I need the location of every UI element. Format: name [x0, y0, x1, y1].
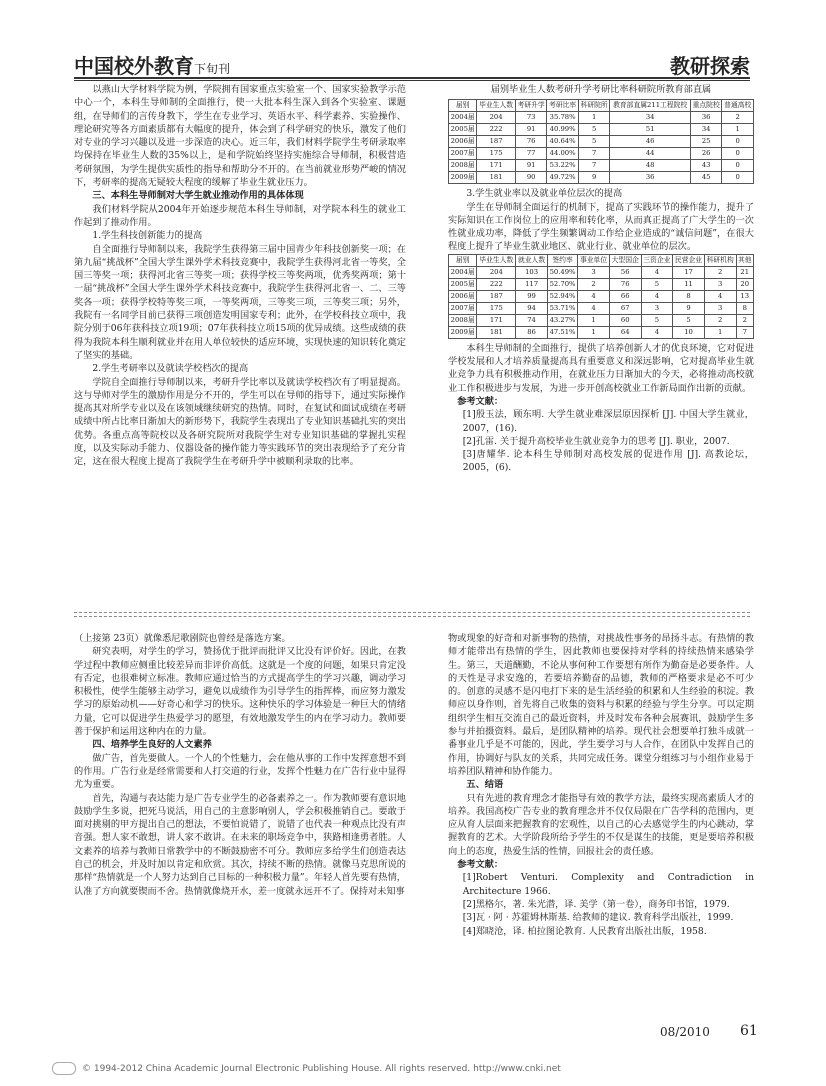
table-row	[449, 290, 754, 302]
table-header-cell: 就业人数	[516, 254, 548, 266]
table-cell: 17	[673, 266, 705, 278]
journal-name: 中国校外教育	[74, 54, 194, 78]
table-cell: 4	[704, 290, 736, 302]
table-cell: 222	[477, 278, 516, 290]
paragraph: 学院自全面推行导师制以来，考研升学比率以及就读学校档次有了明显提高。这与导师对学生的激励作用是分不开的，学生可以在导师的指导下，通过实际操作提高其对所学专业以及在该领域继续研究的热情。同时，在复试和面试成绩在考研成绩中所占比率日渐加大的新形势下，我院学生表现出了专业知识基础扎实的突出优势。各重点高等院校以及各研究院所对我院学生对专业知识基础的掌握扎实程度，以及实际动手能力、仪器设备的操作能力等实践环节的突出表现给予了充分肯定，这在很大程度上提高了我院学生在考研升学中被顺利录取的比率。	[74, 376, 406, 468]
table-header-cell: 民营企业	[673, 254, 705, 266]
column-2	[448, 83, 754, 475]
table-cell: 2	[704, 266, 736, 278]
table-1-caption: 届别毕业生人数考研升学考研比率科研院所教育部直属	[490, 84, 712, 95]
table-header-cell: 毕业生人数	[477, 100, 516, 112]
table-cell: 47.51%	[547, 326, 577, 338]
table-row	[449, 172, 754, 184]
table-row	[449, 278, 754, 290]
table-row	[449, 314, 754, 326]
table-cell: 67	[609, 302, 641, 314]
table-cell: 2007届	[449, 302, 477, 314]
table-cell: 53.22%	[547, 160, 579, 172]
table-row	[449, 266, 754, 278]
table-row	[449, 326, 754, 338]
table-cell: 2	[722, 112, 754, 124]
references-heading: 参考文献：	[457, 859, 504, 871]
paragraph: 物或现象的好奇和对新事物的热情，对挑战性事务的昂扬斗志。有热情的教师才能带出有热情的学生，因此教师也要保持对学科的持续热情来感染学生。第三，天道酬勤，不论从事何种工作要想有所作为勤奋是必要条件。人的天性是寻求安逸的，若要培养勤奋的品德，教师的严格要求是必不可少的。创意的灵感不是闪电打下来的是生活经验的积累和人生经验的积淀。教师应以身作则，首先将自己收集的资料与积累的经验与学生分享。可以定期组织学生相互交流自己的最近资料，并及时发布各种会展赛讯，鼓励学生多参与并拍摄资料。最后，是团队精神的培养。现代社会想要单打独斗成就一番事业几乎是不可能的，因此，学生要学习与人合作，在团队中发挥自己的作用，协调好与队友的关系，共同完成任务。课堂分组练习与小组作业易于培养团队精神和协作能力。	[448, 633, 754, 777]
table-cell: 2	[704, 314, 736, 326]
table-cell: 0	[722, 160, 754, 172]
table-cell: 25	[690, 136, 722, 148]
section-title: 教研探索	[670, 54, 750, 78]
table-header-cell: 考研升学	[515, 100, 547, 112]
table-cell: 2005届	[449, 124, 477, 136]
table-header-cell: 科研院所	[578, 100, 610, 112]
column-2-middle	[448, 187, 754, 253]
table-header-cell: 其他	[736, 254, 754, 266]
table-cell: 26	[690, 148, 722, 160]
table-cell: 171	[477, 314, 516, 326]
table-cell: 1	[722, 124, 754, 136]
article-separator	[74, 612, 750, 613]
paragraph: 本科生导师制的全面推行，提供了培养创新人才的优良环境，它对促进学校发展和人才培养质量提高具有重要意义和深远影响，它对提高毕业生就业竞争力具有积极推动作用，在就业压力日渐加大的今天，必将推动高校就业工作积极进步与发展，为进一步开创高校就业工作新局面作出新的贡献。	[448, 342, 754, 394]
table-cell: 187	[477, 136, 516, 148]
table-cell: 4	[578, 302, 610, 314]
table-cell: 5	[673, 314, 705, 326]
table-row	[449, 124, 754, 136]
reference-item: [3]唐耀华. 论本科生导师制对高校发展的促进作用 [J]. 高教论坛，2005，(6).	[462, 449, 754, 474]
table-cell: 20	[736, 278, 754, 290]
table-cell: 44.00%	[547, 148, 579, 160]
table-cell: 13	[736, 290, 754, 302]
table-cell: 34	[610, 112, 691, 124]
table-header-cell: 大型国企	[609, 254, 641, 266]
table-cell: 2007届	[449, 148, 477, 160]
paragraph: 以燕山大学材料学院为例，学院拥有国家重点实验室一个、国家实验教学示范中心一个，本科生导师制的全面推行，使一大批本科生深入到各个实验室、课题组，在导师们的言传身教下，学生在专业学习、英语水平、科学素养、实验操作、理论研究等各方面素质都有大幅度的提升，体会到了科学研究的快乐，激发了他们对专业的学习兴趣以及进一步深造的决心。近三年，我们材料学院学生考研录取率均保持在毕业生人数的35%以上，是和学院始终坚持实施综合导师制，积极营造考研氛围，为学生提供实质性的指导和帮助分不开的。在当前就业形势严峻的情况下，考研率的提高无疑较大程度的缓解了毕业生就业压力。	[74, 84, 406, 189]
table-cell: 2004届	[449, 112, 477, 124]
table-cell: 3	[641, 302, 673, 314]
table-header-cell: 三资企业	[641, 254, 673, 266]
table-cell: 1	[578, 326, 610, 338]
table-cell: 0	[722, 136, 754, 148]
table-cell: 51	[610, 124, 691, 136]
table-cell: 0	[722, 148, 754, 160]
table-cell: 77	[515, 148, 547, 160]
subsection-heading: 3.学生就业率以及就业单位层次的提高	[466, 188, 623, 200]
table-cell: 2009届	[449, 172, 477, 184]
table-cell: 21	[736, 266, 754, 278]
reference-item: [2]孔雷. 关于提升高校毕业生就业竞争力的思考 [J]. 职业，2007.	[462, 435, 730, 447]
table-header-row	[449, 254, 754, 266]
table-cell: 4	[641, 326, 673, 338]
paragraph: （上接第 23页）就像悉尼歌剧院也曾经是落选方案。	[74, 633, 291, 644]
table-cell: 4	[641, 290, 673, 302]
table-cell: 10	[673, 326, 705, 338]
table-cell: 99	[516, 290, 548, 302]
paragraph: 学生在导师制全面运行的机制下，提高了实践环节的操作能力，提升了实际知识在工作岗位上的应用率和转化率，从而真正提高了广大学生的一次性就业成功率，降低了学生频繁调动工作给企业造成的“诚信问题”，在很大程度上提升了毕业生就业地区、就业行业、就业单位的层次。	[448, 201, 754, 253]
table-cell: 2008届	[449, 160, 477, 172]
header-rule-thin	[74, 80, 750, 81]
table-cell: 46	[610, 136, 691, 148]
page-number: 61	[740, 1023, 758, 1039]
table-cell: 64	[609, 326, 641, 338]
table-row	[449, 136, 754, 148]
table-cell: 86	[516, 326, 548, 338]
table-cell: 103	[516, 266, 548, 278]
table-cell: 2005届	[449, 278, 477, 290]
table-cell: 187	[477, 290, 516, 302]
references-heading: 参考文献：	[457, 395, 504, 407]
reference-item: [1]Robert Venturi. Complexity and Contradiction in Architecture 1966.	[462, 872, 754, 897]
table-cell: 7	[736, 326, 754, 338]
table-cell: 5	[578, 136, 610, 148]
table-cell: 66	[609, 290, 641, 302]
table-header-cell: 届别	[449, 100, 477, 112]
column-1	[74, 83, 406, 469]
table-cell: 53.71%	[547, 302, 577, 314]
table-cell: 171	[477, 160, 516, 172]
header-rule	[74, 77, 750, 79]
reference-item: [2]黑格尔，著. 朱光潜，译. 美学（第一卷），商务印书馆，1979.	[462, 898, 730, 910]
paragraph: 首先，沟通与表达能力是广告专业学生的必备素养之一。作为教师要有意识地鼓励学生多说，把死马说活，用自己的主意影响别人，学会积极推销自己。要敢于面对挑剔的甲方提出自己的想法，不要怕说错了，说错了也代表一种观点比没有声音强。想人家不敢想，讲人家不敢讲。在未来的职场竞争中，狭路相逢勇者胜。人文素养的培养与教师日常教学中的不断鼓励密不可分。教师应多给学生们创造表达自己的机会，并及时加以肯定和欣赏。其次，持续不断的热情。就像马克思所说的那样“热情就是一个人努力达到自己目标的一种积极力量”。年轻人首先要有热情，认准了方向就要锲而不舍。热情就像烧开水，差一度就永远开不了。保持对未知事	[74, 792, 406, 897]
table-row	[449, 160, 754, 172]
table-cell: 2004届	[449, 266, 477, 278]
table-row	[449, 112, 754, 124]
table-cell: 2006届	[449, 290, 477, 302]
table-cell: 48	[610, 160, 691, 172]
table-cell: 76	[515, 136, 547, 148]
table-cell: 52.70%	[547, 278, 577, 290]
table-cell: 36	[610, 172, 691, 184]
table-cell: 34	[690, 124, 722, 136]
table-cell: 56	[609, 266, 641, 278]
table-cell: 4	[641, 266, 673, 278]
table-cell: 1	[704, 326, 736, 338]
table-cell: 2	[736, 314, 754, 326]
copyright-text: © 1994-2012 China Academic Journal Electronic Publishing House. All rights reserved. http://www.cnki.net	[82, 1064, 561, 1074]
table-cell: 8	[673, 290, 705, 302]
table-cell: 60	[609, 314, 641, 326]
table-cell: 175	[477, 302, 516, 314]
section-heading: 五、结语	[466, 779, 504, 791]
table-cell: 204	[477, 266, 516, 278]
table-cell: 0	[722, 172, 754, 184]
table-header-cell: 科研机构	[704, 254, 736, 266]
table-cell: 175	[477, 148, 516, 160]
table-cell: 9	[673, 302, 705, 314]
table-cell: 76	[609, 278, 641, 290]
table-header-cell: 重点院校	[690, 100, 722, 112]
table-header-cell: 教育部直属211工程院校	[610, 100, 691, 112]
table-cell: 3	[578, 266, 610, 278]
table-cell: 9	[578, 172, 610, 184]
paragraph: 自全面推行导师制以来，我院学生获得第三届中国青少年科技创新奖一项；在第九届“挑战杯”全国大学生课外学术科技竞赛中，我院学生获得河北省一等奖，全国三等奖一项；获得河北省三等奖一项；获得学校三等奖两项，优秀奖两项；第十一届“挑战杯”全国大学生课外学术科技竞赛中，我院学生获得河北省一、二、三等奖各一项；获得学校特等奖三项，一等奖两项，三等奖三项，三等奖三项；另外，我院有一名同学目前已获得三项创造发明国家专利；此外，在学校科技立项中，我院分别于06年获科技立项19项；07年获科技立项15项的优异成绩。这些成绩的获得为我院本科生顺利就业并在用人单位较快的适应环境，实现快速的知识转化奠定了坚实的基础。	[74, 243, 406, 361]
table-cell: 11	[673, 278, 705, 290]
table-header-cell: 毕业生人数	[477, 254, 516, 266]
table-cell: 35.78%	[547, 112, 579, 124]
table-cell: 1	[578, 112, 610, 124]
table-cell: 40.99%	[547, 124, 579, 136]
table-cell: 3	[704, 278, 736, 290]
issue-number: 08/2010	[660, 1025, 710, 1039]
table-row	[449, 148, 754, 160]
table-cell: 5	[641, 278, 673, 290]
table-header-cell: 普通高校	[722, 100, 754, 112]
paragraph: 我们材料学院从2004年开始逐步规范本科生导师制，对学院本科生的就业工作起到了推动作用。	[74, 203, 406, 228]
table-cell: 204	[477, 112, 516, 124]
table-header-cell: 届别	[449, 254, 477, 266]
article-separator-2	[74, 616, 750, 617]
table-cell: 49.72%	[547, 172, 579, 184]
paragraph: 做广告，首先要做人。一个人的个性魅力，会在他从事的工作中发挥意想不到的作用。广告行业是经常需要和人打交道的行业，发挥个性魅力在广告行业中显得尤为重要。	[74, 752, 406, 791]
table-cell: 7	[578, 160, 610, 172]
table-cell: 7	[578, 148, 610, 160]
section-heading: 三、本科生导师制对大学生就业推动作用的具体体现	[92, 190, 304, 202]
journal-issue-label: 下旬刊	[194, 62, 231, 76]
table-header-cell: 考研比率	[547, 100, 579, 112]
paragraph: 只有先进的教育理念才能指导有效的教学方法，最终实现高素质人才的培养。我国高校广告专业的教育理念并不仅仅局限在广告学科的范围内，更应从育人层面来把握教育的宏观性，以自己的心去感觉学生的内心跳动，掌握教育的艺术。大学阶段所给予学生的不仅是谋生的技能，更是要培养积极向上的态度，热爱生活的性情，回报社会的责任感。	[448, 792, 754, 857]
table-cell: 1	[578, 314, 610, 326]
table-1	[448, 99, 754, 184]
table-cell: 43	[690, 160, 722, 172]
reference-item: [1]殷玉法，顾东明. 大学生就业难深层原因探析 [J]. 中国大学生就业，2007，(16).	[462, 409, 754, 434]
journal-title	[74, 50, 230, 79]
table-row	[449, 302, 754, 314]
cnki-logo-icon	[52, 1062, 76, 1075]
copyright-footer	[52, 1062, 772, 1075]
table-cell: 73	[515, 112, 547, 124]
table-cell: 2008届	[449, 314, 477, 326]
table-cell: 8	[736, 302, 754, 314]
table-cell: 5	[578, 124, 610, 136]
table-cell: 36	[690, 112, 722, 124]
table-header-cell: 事业单位	[578, 254, 610, 266]
table-cell: 2006届	[449, 136, 477, 148]
table-header-row	[449, 100, 754, 112]
subsection-heading: 1.学生科技创新能力的提高	[92, 230, 203, 242]
table-cell: 117	[516, 278, 548, 290]
table-cell: 222	[477, 124, 516, 136]
column-3	[74, 632, 406, 898]
table-cell: 94	[516, 302, 548, 314]
table-2	[448, 254, 754, 339]
table-cell: 90	[515, 172, 547, 184]
table-cell: 181	[477, 326, 516, 338]
table-cell: 45	[690, 172, 722, 184]
table-cell: 3	[704, 302, 736, 314]
column-2-end	[448, 342, 754, 475]
table-cell: 91	[515, 124, 547, 136]
column-4	[448, 632, 754, 938]
table-cell: 40.64%	[547, 136, 579, 148]
table-cell: 52.94%	[547, 290, 577, 302]
table-cell: 43.27%	[547, 314, 577, 326]
subsection-heading: 2.学生考研率以及就读学校档次的提高	[92, 363, 249, 375]
table-cell: 2	[578, 278, 610, 290]
table-cell: 91	[515, 160, 547, 172]
table-cell: 50.49%	[547, 266, 577, 278]
table-cell: 2009届	[449, 326, 477, 338]
table-cell: 44	[610, 148, 691, 160]
section-heading: 四、培养学生良好的人文素养	[92, 739, 212, 751]
table-header-cell: 签约率	[547, 254, 577, 266]
reference-item: [4]郑晓沧，译. 柏拉图论教育. 人民教育出版社出版，1958.	[462, 925, 707, 937]
table-cell: 181	[477, 172, 516, 184]
table-cell: 74	[516, 314, 548, 326]
table-cell: 5	[641, 314, 673, 326]
table-cell: 4	[578, 290, 610, 302]
reference-item: [3]瓦 · 阿 · 苏霍姆林斯基. 给教师的建议. 教育科学出版社，1999.	[462, 912, 734, 924]
paragraph: 研究表明，对学生的学习，赞扬优于批评而批评又比没有评价好。因此，在教学过程中教师应侧重比较差异而非评价高低。这就是一个度的问题，如果只肯定没有否定，也很难树立标准。教师应通过恰当的方式提高学生的学习兴趣，调动学习积极性，使学生能够主动学习，避免以成绩作为引导学生的指挥棒，而应努力激发学习的原始动机——好奇心和学习的快乐。这种快乐的学习体验是一种巨大的情绪力量，它可以促进学生热爱学习的愿望，有效地激发学生的内在学习动力。教师要善于保护和运用这种内在的力量。	[74, 646, 406, 738]
